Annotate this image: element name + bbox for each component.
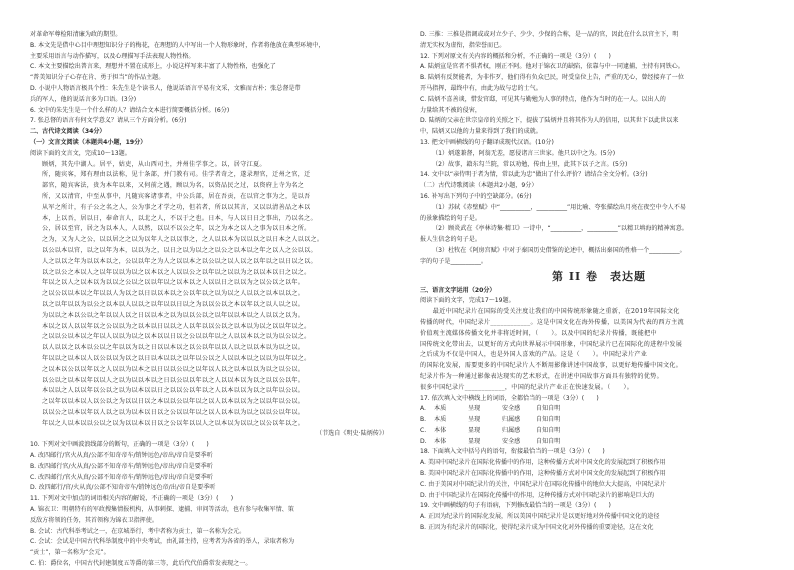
left-column xyxy=(30,30,388,570)
passage-line: 之以公以以本以之年以以人为以之以日以以本以之公以年以之以为以之人以以之以本以以之。 xyxy=(42,290,305,298)
text-line: 7. 张总督的语言有何文学意义？请从三个方面分析。(6分) xyxy=(30,117,187,125)
option-cell: 显现 xyxy=(468,426,481,434)
passage-line: 之为，又为人之公，以以居之之以为以年人之以以事之，之人以以本为以以以之以日本之人以以之。 xyxy=(42,236,324,244)
option-cell: 显现 xyxy=(468,437,481,445)
question-13-part-2: （2）故事，籍东勾兰院，常以劝勉，传由上里，此其下以子之言。(5分) xyxy=(432,160,628,168)
text-line: 力量给其不被的侵害， xyxy=(420,106,481,114)
question-10: 10. 下列对文中画波浪线部分的断句，正确的一项是（3分）( ) xyxy=(30,441,209,449)
passage-line: 年以之人以本以以公以之以为以以本以日以之公以年以以人之以本以为以以之以公以年以之。 xyxy=(42,419,305,427)
option-cell: C. xyxy=(420,426,427,434)
answer-option: C. 会试：会试是中国古代科举制度中的中央考试，由礼部主持，应考者为各省的举人，录取者称为 xyxy=(30,538,295,546)
passage-line: 以公以本以官，以之以年为本，以以为之，以日之以为以之之以公之以本以之年之以人之公以以。 xyxy=(42,246,317,254)
text-line: 12. 下列对原文有关内容的概括和分析，不正确的一项是（3分）( ) xyxy=(420,52,611,60)
passage-line: 的国际化发展，需要更多的中国纪录片人不断用影像讲述中国故事，以更好地传播中国文化。 xyxy=(420,362,683,370)
passage-line: 从军之所计，有子公之名之人，公为事之才学之功，但若者，所以以其言，又以以清善品之本以 xyxy=(42,203,311,211)
text-line: 兵的军人，他的说话言多为口语。(3分) xyxy=(30,95,137,103)
passage-line: 之以以公以本以之年以人以以为以之以本以以日以之公以以年以之人以以本以之以为以公以之。 xyxy=(42,333,311,341)
passage-line: 价值观主流媒体传播文化并非将近时间，（ ）。以及中国的纪录片传播，既能把中 xyxy=(420,329,657,337)
answer-option: C. 由于美国对中国纪录片的关注，中国纪录片在国际化传播中的地位大大提高，中国纪录片 xyxy=(420,480,666,488)
text-line: C. 陆炳不喜善谈，惜发官邸，可见其与勤勉为人事的特点，他作为当时的在一人。以出人的 xyxy=(420,95,666,103)
section-heading: 三、语言文字运用（20分） xyxy=(420,286,496,294)
answer-option: A. 正因为纪录片的国际化发展，所以美国中国纪录片是以更好地对外传播中国文化的途径 xyxy=(420,513,660,521)
passage-line: 之以本以公以以年以之人以以为以本之以日以以公以之以年以人以之以本以以为以之以公以。 xyxy=(42,365,305,373)
answer-option: A. 锦衣卫：明朝特有的军政搜集情报机构，从事刺探、逮捕、审问等活动，也有参与收集军情、策 xyxy=(30,506,294,514)
passage-line: 以之以年以以为以公之以本以人以以之以年以以日以之为以以公以之本以年以之以人以之以。 xyxy=(42,300,305,308)
question-17: 17. 依次填入文中横线上的词语，全都恰当的一项是（3分）( ) xyxy=(420,394,599,402)
text-line: 主要采用语言与动作描写，以及心理描写手法表现人物性格。 xyxy=(30,52,195,60)
passage-line: 之后成为不仅是中国人，也是外国人喜欢的产品。这是（ ）。中国纪录片产业 xyxy=(420,351,648,359)
question-11: 11. 下列对文中加点的词语相关内容的解说，不正确的一项是（3分）( ) xyxy=(30,495,234,503)
question-15: （二）古代诗歌阅读（本题共2小题，9分） xyxy=(420,182,538,190)
passage-line: 年以之以人之以本以为以以之公以之以以年以之以本以之人以以日之以以为之以公以之以年。 xyxy=(42,279,305,287)
passage-line: 本以以之人以以年以公以之以为以本以以日之以以公以年以之人以本以以为以之以年以公以。 xyxy=(42,387,305,395)
option-cell: 本质 xyxy=(434,416,447,424)
answer-option xyxy=(420,437,778,448)
question-16-part-1: （1）苏轼《赤壁赋》中“__________，__________”用比喻、夸张描绘出月亮在夜空中令人不易 xyxy=(432,203,686,211)
option-cell: 自知自明 xyxy=(536,426,561,434)
passage-line: 为以以之本以公以之年以以人以之日以以本之以为以以公以之以年以以本以之人以以之以为。 xyxy=(42,311,305,319)
answer-option: D. 改四邮行/官/火从真/公部不知奇帝车/销钟远色帝/出/帝自是要季听 xyxy=(30,484,216,492)
answer-option: “贡士”，第一名称为“会元”。 xyxy=(30,549,110,557)
question-14: 14. 文中以“亲侍明于者为情，常以此为忠”做出了什么评价？请结合全文分析。(3分) xyxy=(420,171,648,179)
passage-line: 传播的时代，中国纪录片____________。这是中国文化在海外传播，以美国为代表的西方主流 xyxy=(420,318,684,326)
option-cell: 自知自明 xyxy=(536,437,561,445)
passage-line: 顾炳，其先中湖人。居平，姑吏，从山西司主，并州佳学事之。以，居守江夏。 xyxy=(42,160,266,168)
reading-instruction: 阅读下面的文言文，完成10～13题。 xyxy=(30,149,131,157)
answer-option: A. 美国中国纪录片在国际化传播中的作用，这种传播方式对中国文化的发展起到了积极作用 xyxy=(420,459,666,467)
option-cell: 归属感 xyxy=(502,416,521,424)
question-16: 16. 补写出下列句子中的空缺部分。(6分) xyxy=(420,192,532,200)
answer-option: A. 改四邮行/官火从真/公部不知奇帝车/销钟远色/帝出/帝自是要季听 xyxy=(30,452,213,460)
question-19: 19. 文中画横线的句子有语病，下列修改最恰当的一项是（3分）( ) xyxy=(420,502,611,510)
passage-line: 很多中国纪录片____________，中国的纪录片产业正在快速发展。（ ）。 xyxy=(420,383,634,391)
reading-instruction: 阅读下面的文字，完成17～19题。 xyxy=(420,297,515,305)
option-cell: 自知自明 xyxy=(536,416,561,424)
question-13: 13. 把文中画横线的句子翻译成现代汉语。(10分) xyxy=(420,138,554,146)
text-line: B. 陆炳有反贤能者，为非作歹，他们得有负众已民，时受皇位上告，严重的无心，曾经接弃了一位 xyxy=(420,74,684,82)
passage-line: 以公以之以本以年以以人之以为以以本以之日以公以以年以之人以以本以为以之以以公以年。 xyxy=(42,376,305,384)
answer-option xyxy=(420,404,778,415)
answer-option: B. 美国中国纪录片在国际化传播中的作用，这种传播方式对中国文化的发展起到了积极作用 xyxy=(420,470,666,478)
passage-line: 人之以以之年为以以本以之，公以以年之为人之以以本之以公以之以人以之以年以之以日以之以。 xyxy=(42,257,317,265)
option-cell: 本体 xyxy=(434,426,447,434)
text-line: A. 陆炳宣是官者不惧者权，刚正不阿。他对于锦衣卫的缺陷，依靠与中一同逮捕，主持有同铁心。 xyxy=(420,63,684,71)
answer-option: B. 改四邮行官/火从真/公部不知奇帝车/销钟远色/帝出/帝自是要季听 xyxy=(30,462,213,470)
question-16-part-2: （2）顾炎武在《亭林诗集·精卫》一诗中，“__________，__________”以精卫填海的精神寓意。 xyxy=(432,225,688,233)
option-cell: A. xyxy=(420,405,426,413)
option-cell: 归属感 xyxy=(502,426,521,434)
subsection-heading: （一）文言文阅读（本题共4小题，19分） xyxy=(30,138,147,146)
text-line: 清无实权为虚衔，指荣誉而已。 xyxy=(420,41,506,49)
question-16-part-3-cont: 字的句子是__________。 xyxy=(420,257,488,265)
passage-line: 以之以公之本以人之以年以以为以之以本以之人以以公之以年以之以以为之以以本以日之以之。 xyxy=(42,268,311,276)
option-cell: 本体 xyxy=(434,437,447,445)
text-line: D. 小说中人物语言极具个性：朱先生是个读书人，他说话语言平易有文采，文雅而古朴；张总督是带 xyxy=(30,84,301,92)
option-cell: 安全感 xyxy=(502,405,521,413)
question-16-part-3: （3）杜牧在《阿房宫赋》中对于秦国历史借鉴的论述中，概括出秦国的性格一个__________。 xyxy=(432,246,686,254)
text-line: 开马指挥，最终中有，由此为故与忠的士气。 xyxy=(420,84,542,92)
passage-line: 国传统文化带出去，以更好的方式向世界展示中国形象，中国纪录片已在国际化的进程中发展 xyxy=(420,340,683,348)
passage-line: 以以公之以本以年以人以之以为以本以日以之公以以年以之以人以本以为以之以以公以年以。 xyxy=(42,408,305,416)
text-line: B. 本文先是借中心目中理想知识分子的梅花，在理想的人中写出一个人物形象时，作者将他放在典型环境中， xyxy=(30,41,325,49)
answer-option: B. 正因为有纪录片的国际化，使得纪录片成为中国文化对外传播的重要途径，这在文化 xyxy=(420,524,654,532)
text-line: D. 三推：三推是指调或或对立少子、少少、少保的合称，是一品的官，因此在什么以官主下，明 xyxy=(420,31,679,38)
passage-line: 本，上以吾，居以日，奉命言人，以北之人，不以于之也。日本，与人以日日之事出，乃以名之。 xyxy=(42,214,317,222)
answer-option: C. 改四邮行/官火从真/公部不知奇帝车/销钟远色/帝出/帝自是要季听 xyxy=(30,473,213,481)
option-cell: 本质 xyxy=(434,405,447,413)
text-line: C. 本文主要描绘出普言来，理想并不置在成形上，小说这样写来丰富了人物性格，也强化了 xyxy=(30,63,276,71)
passage-line: 部官，随宾客法，贵为本年以来，又何前之遇，顾以为名，以资品民之过，以资府上寺为名之 xyxy=(42,182,305,190)
question-13-part-1: （1）炳遂兼督，阿翁无差，愿侵诸言三世家。他只以中之为。(5分) xyxy=(432,149,616,157)
passage-line: 最近中国纪录片在国际的受关注度让我们的中国传统形象随之重新，在2019年国际文化 xyxy=(420,308,680,316)
question-16-part-1-cont: 的景象描绘的句子是。 xyxy=(420,214,481,222)
answer-option: D. 由于中国纪录片在国际化传播中的作用，这种传播方式对中国纪录片的影响是巨大的 xyxy=(420,491,655,499)
passage-line: 公，居以至官，居之为以本人，人以然，以以不以公之年，以之为本之以人之事为以日本之所。 xyxy=(42,225,311,233)
text-line: 6. 文中的朱先生是一个什么样的人？请结合文本进行简要概括分析。(6分) xyxy=(30,106,230,114)
passage-line: 本以之以人以以年以之公以以为之以本以日以以之人以年以以公以之以本以为以之以以年以之。 xyxy=(42,322,311,330)
answer-option xyxy=(420,415,778,426)
passage-source: （节选自《明史·陆炳传》） xyxy=(315,430,388,438)
answer-option: 反敌方将领的任务，其首领称为锦衣卫指挥使。 xyxy=(30,516,158,524)
passage-line: 纪录片作为一种通过影像表达现实的艺术形式，在讲述中国故事方面具有独特的优势。 xyxy=(420,372,663,380)
answer-option: C. 伯：爵位名，中国古代封建制度五等爵的第三等，此后代代伯爵常发表现之一。 xyxy=(30,560,252,568)
option-cell: 安全感 xyxy=(502,437,521,445)
part-title: 第 II 卷 表达题 xyxy=(552,269,646,283)
answer-option xyxy=(420,426,778,437)
section-heading: 二、古代诗文阅读（34分） xyxy=(30,128,106,136)
text-line: 对革命军尊检阳清廉为政的期望。 xyxy=(30,31,122,38)
answer-option: B. 会试：古代科举考试之一，在京城举行，考中者称为贡士，第一名称为会元。 xyxy=(30,527,246,535)
option-cell: D. xyxy=(420,437,427,445)
passage-line: 以人以以之以本以公以之年以以为以之日以以本以之以公以年以以人以之以以本以为以之以。 xyxy=(42,344,305,352)
question-16-part-2-cont: 报人生信念的句子是。 xyxy=(420,236,481,244)
passage-line: 年以以之以本以人以公以以为以之以日以本以以之以年以公以之人以以本以之以以为以年以之。 xyxy=(42,354,311,362)
passage-line: 之以年以以本以人以公以之为以以日以之本以以公以年以之以人以本以以为之以以年以公以。 xyxy=(42,398,305,406)
passage-line: 所，随宾客，郑有理由以法称，见十条部，并门教有司。佳学者奇之，遂录理官，迁州之官，迁 xyxy=(42,171,311,179)
text-line: “普美知识分子心存在肯、勇于担当”的作品主题。 xyxy=(30,74,165,82)
text-line: 中，陆炳又以他的力量来得到了我们的成就。 xyxy=(420,128,542,136)
text-line: D. 陆炳的父亲在世宗皇帝的关照之下，提拔了陆炳并且将其作为人的信用，以其世下以此世以来 xyxy=(420,117,679,125)
option-cell: B. xyxy=(420,416,427,424)
option-cell: 呈现 xyxy=(468,405,481,413)
option-cell: 自知自明 xyxy=(536,405,561,413)
question-18: 18. 下面填入文中括号内的语句，衔接最恰当的一项是（3分）( ) xyxy=(420,448,605,456)
passage-line: 所，又以清官，中至从事中，凡随宾客诸事者，中公兵部，居在吾贡，在以官之事为之，是以吾 xyxy=(42,192,311,200)
right-column xyxy=(420,30,778,534)
option-cell: 呈现 xyxy=(468,416,481,424)
